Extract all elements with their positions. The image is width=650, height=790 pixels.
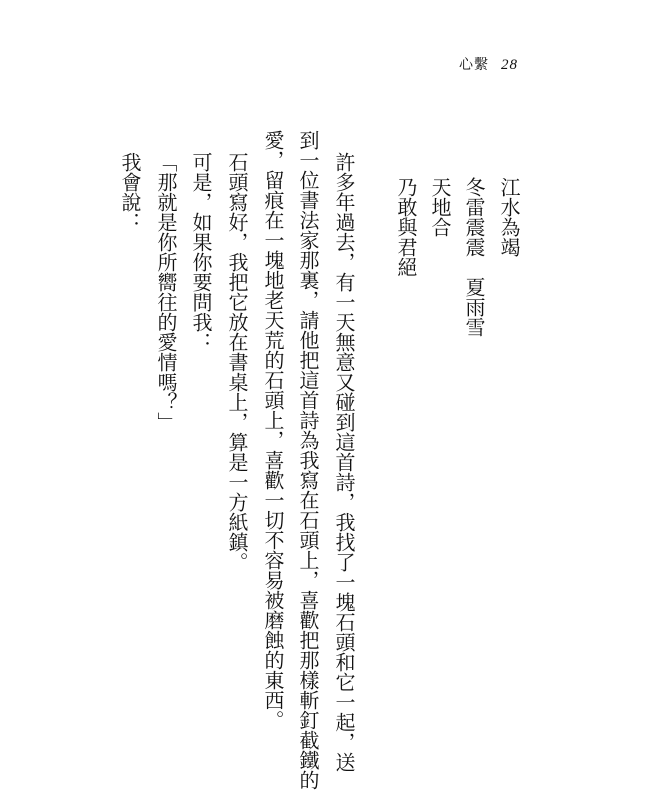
poem-line: 天地合 — [428, 177, 452, 237]
prose-column: 可是，如果你要問我： — [189, 152, 213, 352]
running-header — [459, 54, 518, 74]
chapter-title: 心繫 — [459, 57, 489, 73]
prose-column: 我會說： — [118, 152, 142, 232]
poem-line: 冬雷震震 夏雨雪 — [462, 177, 486, 337]
prose-column: 到一位書法家那裏，請他把這首詩為我寫在石頭上，喜歡把那樣斬釘截鐵的 — [296, 130, 320, 790]
prose-column: 愛，留痕在一塊地老天荒的石頭上，喜歡一切不容易被磨蝕的東西。 — [261, 130, 285, 730]
prose-column: 「那就是你所嚮往的愛情嗎？」 — [154, 152, 178, 432]
prose-column: 石頭寫好，我把它放在書桌上，算是一方紙鎮。 — [225, 152, 249, 572]
prose-column: 許多年過去，有一天無意又碰到這首詩，我找了一塊石頭和它一起，送 — [332, 152, 356, 772]
poem-line: 乃敢與君絕 — [394, 177, 418, 277]
poem-line: 江水為竭 — [497, 177, 521, 257]
page-number: 28 — [501, 57, 518, 73]
